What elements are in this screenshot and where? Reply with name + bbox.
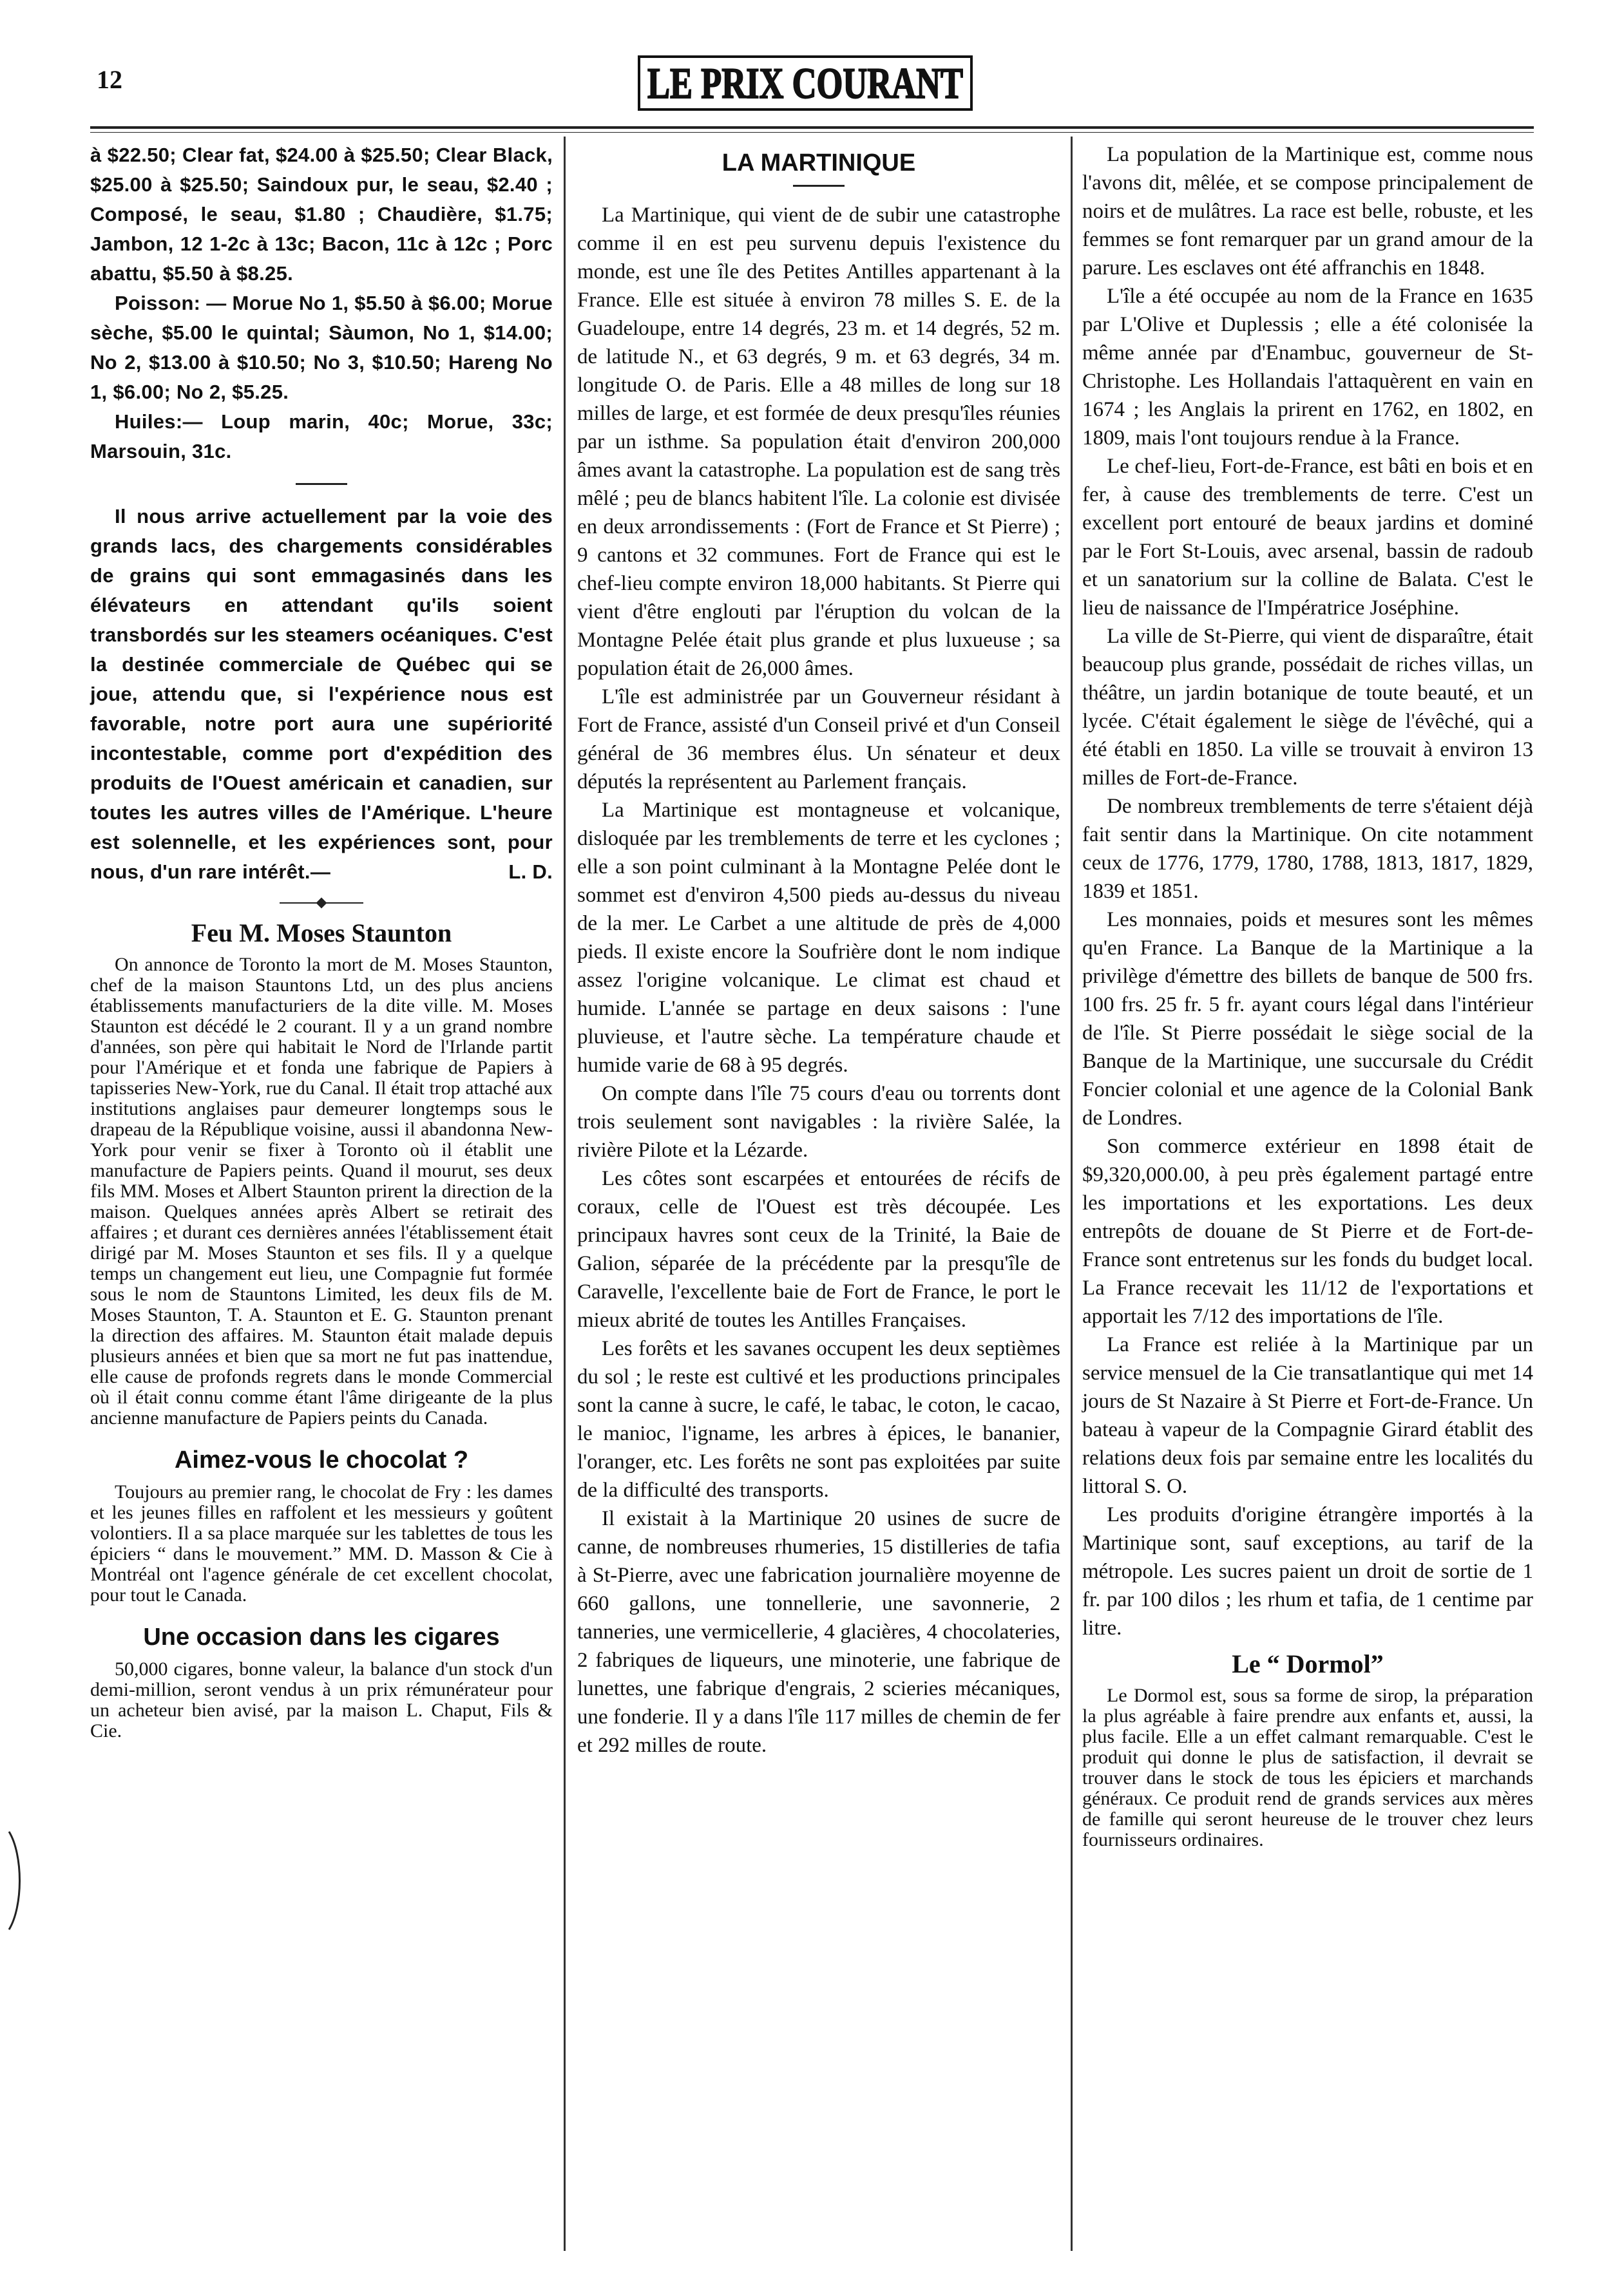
- chocolat-article: [90, 1482, 553, 1606]
- martinique-paragraph: Les monnaies, poids et mesures sont les mêmes qu'en France. La Banque de la Martinique a la privilège d'émettre des billets de banque de 500 frs. 100 frs. 25 fr. 5 fr. ayant cours légal dans l'intérieur de l'île. St Pierre possédait le siège social de la Banque de la Martinique, une succursale du Crédit Foncier colonial et une agence de la Colonial Bank de Londres.: [1082, 908, 1533, 1130]
- dormol-heading: Le “ Dormol”: [1232, 1649, 1384, 1678]
- market-meat-prices: à $22.50; Clear fat, $24.00 à $25.50; Clear Black, $25.00 à $25.50; Saindoux pur, le seau, $2.40 ; Composé, le seau, $1.80 ; Chaudière, $1.75; Jambon, 12 1-2c à 13c; Bacon, 11c à 12c ; Porc abattu, $5.50 à $8.25.: [90, 144, 553, 285]
- martinique-paragraph: La Martinique est montagneuse et volcanique, disloquée par les tremblements de terre et les cyclones ; elle a son point culminant à la Montagne Pelée dont le sommet est d'environ 4,500 pieds au-dessus du niveau de la mer. Le Carbet a une altitude de près de 4,000 pieds. Il existe encore la Soufrière dont le nom indique assez l'origine volcanique. Le climat est chaud et humide. L'année se partage en deux saisons : l'une pluvieuse, et l'autre sèche. La température chaude et humide varie de 68 à 95 degrés.: [577, 799, 1060, 1077]
- chocolat-heading: Aimez-vous le chocolat ?: [174, 1447, 469, 1474]
- cigares-article: [90, 1659, 553, 1741]
- grain-signature: L. D.: [508, 860, 553, 883]
- martinique-paragraph: La Martinique, qui vient de de subir une catastrophe comme il en est peu survenu depuis l'existence du monde, est une île des Petites Antilles appartenant à la France. Elle est située à environ 78 milles S. E. de la Guadeloupe, entre 14 degrés, 23 m. et 14 degrés, 52 m. de latitude N., et 63 degrés, 9 m. et 63 degrés, 34 m. longitude O. de Paris. Elle a 48 milles de long sur 18 milles de large, et est formée de deux presqu'îles réunies par un isthme. Sa population était d'environ 200,000 âmes avant la catastrophe. La population est de sang très mêlé ; peu de blancs habitent l'île. La colonie est divisée en deux arrondissements : (Fort de France et St Pierre) ; 9 cantons et 32 communes. Fort de France qui est le chef-lieu compte environ 18,000 habitants. St Pierre qui vient d'être englouti par l'éruption du volcan de la Montagne Pelée était plus grande et plus luxueuse ; sa population était de 26,000 âmes.: [577, 204, 1060, 680]
- martinique-paragraph: Le chef-lieu, Fort-de-France, est bâti en bois et en fer, à cause des tremblements de terre. C'est un excellent port entouré de beaux jardins et dominé par le Fort St-Louis, avec arsenal, bassin de radoub et un sanatorium sur la colline de Balata. C'est le lieu de naissance de l'Impératrice Joséphine.: [1082, 455, 1533, 620]
- masthead-logo: [638, 53, 973, 112]
- martinique-paragraph: Les produits d'origine étrangère importés à la Martinique sont, sauf exceptions, au tarif de la métropole. Les sucres paient un droit de sortie de 1 fr. par 100 dilos ; les rhum et tafia, de 1 centime par litre.: [1082, 1503, 1533, 1640]
- column-divider-2: [1071, 137, 1073, 2251]
- dormol-article: [1082, 1685, 1533, 1850]
- martinique-paragraph: L'île est administrée par un Gouverneur résidant à Fort de France, assisté d'un Conseil privé et d'un Conseil général de 36 membres élus. Un sénateur et deux députés la représentent au Parlement français.: [577, 685, 1060, 793]
- margin-bracket-mark: [5, 1829, 31, 1932]
- martinique-paragraph: Les côtes sont escarpées et entourées de récifs de coraux, celle de l'Ouest est très découpée. Les principaux havres sont ceux de la Trinité, la Baie de Galion, séparée de la précédente par la presqu'île de Caravelle, l'excellente baie de Fort de France, le port le mieux abrité de toutes les Antilles Françaises.: [577, 1167, 1060, 1332]
- column-left: [90, 140, 553, 2257]
- heading-rule: [793, 185, 845, 187]
- column-divider-1: [564, 137, 566, 2251]
- header-rule-thin: [90, 132, 1534, 133]
- market-fish-prices: Poisson: — Morue No 1, $5.50 à $6.00; Morue sèche, $5.00 le quintal; Sàumon, No 1, $14.00; No 2, $13.00 à $10.50; No 3, $10.50; Hareng No 1, $6.00; No 2, $5.25.: [90, 292, 553, 403]
- martinique-paragraph: Il existait à la Martinique 20 usines de sucre de canne, de nombreuses rhumeries, 15 distilleries de tafia à St-Pierre, avec une fabrication journalière moyenne de 660 gallons, une tonnellerie, une savonnerie, 2 tanneries, une vermicellerie, 4 glacières, 4 chocolateries, 2 fabriques de liqueurs, une minoterie, une fabrique de lunettes, une fabrique d'engrais, 2 scieries mécaniques, une fonderie. Il y a dans l'île 117 milles de chemin de fer et 292 milles de route.: [577, 1507, 1060, 1757]
- martinique-paragraph: La France est reliée à la Martinique par un service mensuel de la Cie transatlantique qui met 14 jours de St Nazaire à St Pierre et Fort-de-France. Un bateau à vapeur de la Compagnie Girard établit des relations deux fois par semaine entre les localités du littoral S. O.: [1082, 1333, 1533, 1498]
- column-middle: [577, 140, 1060, 2257]
- svg-text:LE PRIX COURANT: LE PRIX COURANT: [647, 59, 963, 108]
- page-number: 12: [97, 65, 122, 94]
- staunton-article: [90, 954, 553, 1428]
- martinique-paragraph: La ville de St-Pierre, qui vient de disparaître, était beaucoup plus grande, possédait de riches villas, un théâtre, un jardin botanique de toute beauté, et un lycée. C'était également le siège de l'évêché, qui a été établi en 1850. La ville se trouvait à environ 13 milles de Fort-de-France.: [1082, 625, 1533, 790]
- martinique-paragraph: De nombreux tremblements de terre s'étaient déjà fait sentir dans la Martinique. On cite notamment ceux de 1776, 1779, 1780, 1788, 1813, 1817, 1829, 1839 et 1851.: [1082, 795, 1533, 903]
- staunton-text: On annonce de Toronto la mort de M. Moses Staunton, chef de la maison Stauntons Ltd, un des plus anciens établissements manufacturiers de la dite ville. M. Moses Staunton est décédé le 2 courant. Il y a un grand nombre d'années, son père qui habitait le Nord de l'Irlande partit pour l'Amérique et et fonda une fabrique de Papiers à tapisseries New-York, rue du Canal. Il était trop attaché aux institutions anglaises paur demeurer longtemps sous le drapeau de la République voisine, aussi il abandonna New-York pour venir se fixer à Toronto où il établit une manufacture de Papiers peints. Quand il mourut, ses deux fils MM. Moses et Albert Staunton prirent la direction de la maison. Quelques années après Albert se retirait des affaires ; et durant ces dernières années l'établissement était dirigé par M. Moses Staunton et ses fils. Il y a quelque temps un changement eut lieu, une Compagnie fut formée sous le nom de Stauntons Limited, les deux fils de M. Moses Staunton, T. A. Staunton et E. G. Staunton prenant la direction des affaires. M. Staunton était malade depuis plusieurs années et bien que sa mort ne fut pas inattendue, elle cause de profonds regrets dans le monde Commercial où il était connu comme étant l'âme dirigeante de la plus ancienne manufacture de Papiers peints du Canada.: [90, 954, 553, 1428]
- ornament-divider: [90, 898, 553, 907]
- market-prices: [90, 140, 553, 887]
- cigares-text: 50,000 cigares, bonne valeur, la balance d'un stock d'un demi-million, seront vendus à un prix rémunérateur pour un acheteur bien avisé, par la maison L. Chaput, Fils & Cie.: [90, 1658, 553, 1741]
- market-oil-prices: Huiles:— Loup marin, 40c; Morue, 33c; Marsouin, 31c.: [90, 410, 553, 462]
- martinique-paragraph: La population de la Martinique est, comme nous l'avons dit, mêlée, et se compose principalement de noirs et de mulâtres. La race est belle, robuste, et les femmes se font remarquer par un grand amour de la parure. Les esclaves ont été affranchis en 1848.: [1082, 143, 1533, 280]
- grain-text: Il nous arrive actuellement par la voie des grands lacs, des chargements considérables de grains qui sont emmagasinés dans les élévateurs en attendant qu'ils soient transbordés sur les steamers océaniques. C'est la destinée commerciale de Québec qui se joue, attendu que, si l'expérience nous est favorable, notre port aura une supériorité incontestable, comme port d'expédition des produits de l'Ouest américain et canadien, sur toutes les autres villes de l'Amérique. L'heure est solennelle, et les expériences sont, pour nous, d'un rare intérêt.—: [90, 505, 553, 883]
- staunton-heading: Feu M. Moses Staunton: [191, 918, 452, 947]
- dormol-text: Le Dormol est, sous sa forme de sirop, la préparation la plus agréable à faire prendre aux enfants et, aussi, la plus facile. Elle a un effet calmant remarquable. C'est le produit qui donne le plus de satisfaction, il devrait se trouver dans le stock de tous les épiciers et marchands généraux. Ce produit rend de grands services aux mères de famille qui seront heureuse de le trouver chez leurs fournisseurs ordinaires.: [1082, 1685, 1533, 1850]
- martinique-paragraph: On compte dans l'île 75 cours d'eau ou torrents dont trois seulement sont navigables : la rivière Salée, la rivière Pilote et la Lézarde.: [577, 1082, 1060, 1162]
- section-divider: [296, 483, 347, 485]
- martinique-heading: LA MARTINIQUE: [721, 149, 916, 176]
- chocolat-text: Toujours au premier rang, le chocolat de Fry : les dames et les jeunes filles en raffolent et les messieurs y goûtent volontiers. Il a sa place marquée sur les tablettes de tous les épiciers “ dans le mouvement.” MM. D. Masson & Cie à Montréal ont l'agence générale de cet excellent chocolat, pour tout le Canada.: [90, 1481, 553, 1606]
- column-right: [1082, 140, 1533, 2257]
- martinique-paragraph: L'île a été occupée au nom de la France en 1635 par L'Olive et Duplessis ; elle a été colonisée la même année par d'Enambuc, gouverneur de St-Christophe. Les Hollandais l'attaquèrent en vain en 1674 ; les Anglais la prirent en 1762, en 1802, en 1809, mais l'ont toujours rendue à la France.: [1082, 285, 1533, 450]
- martinique-paragraph: Les forêts et les savanes occupent les deux septièmes du sol ; le reste est cultivé et les productions principales sont la canne à sucre, le café, le tabac, le coton, le cacao, le manioc, l'igname, les arbres à épices, le bananier, l'oranger, etc. Les forêts ne sont pas exploitées par suite de la difficulté des transports.: [577, 1337, 1060, 1502]
- cigares-heading: Une occasion dans les cigares: [143, 1624, 500, 1651]
- martinique-paragraph: Son commerce extérieur en 1898 était de $9,320,000.00, à peu près également partagé entre les importations et les exportations. Les deux entrepôts de douane de St Pierre et de Fort-de-France sont entretenus sur les fonds du budget local. La France recevait les 11/12 de l'exportations et apportait les 7/12 des importations de l'île.: [1082, 1135, 1533, 1328]
- grain-paragraph: [90, 502, 553, 887]
- header-rule: [90, 126, 1534, 129]
